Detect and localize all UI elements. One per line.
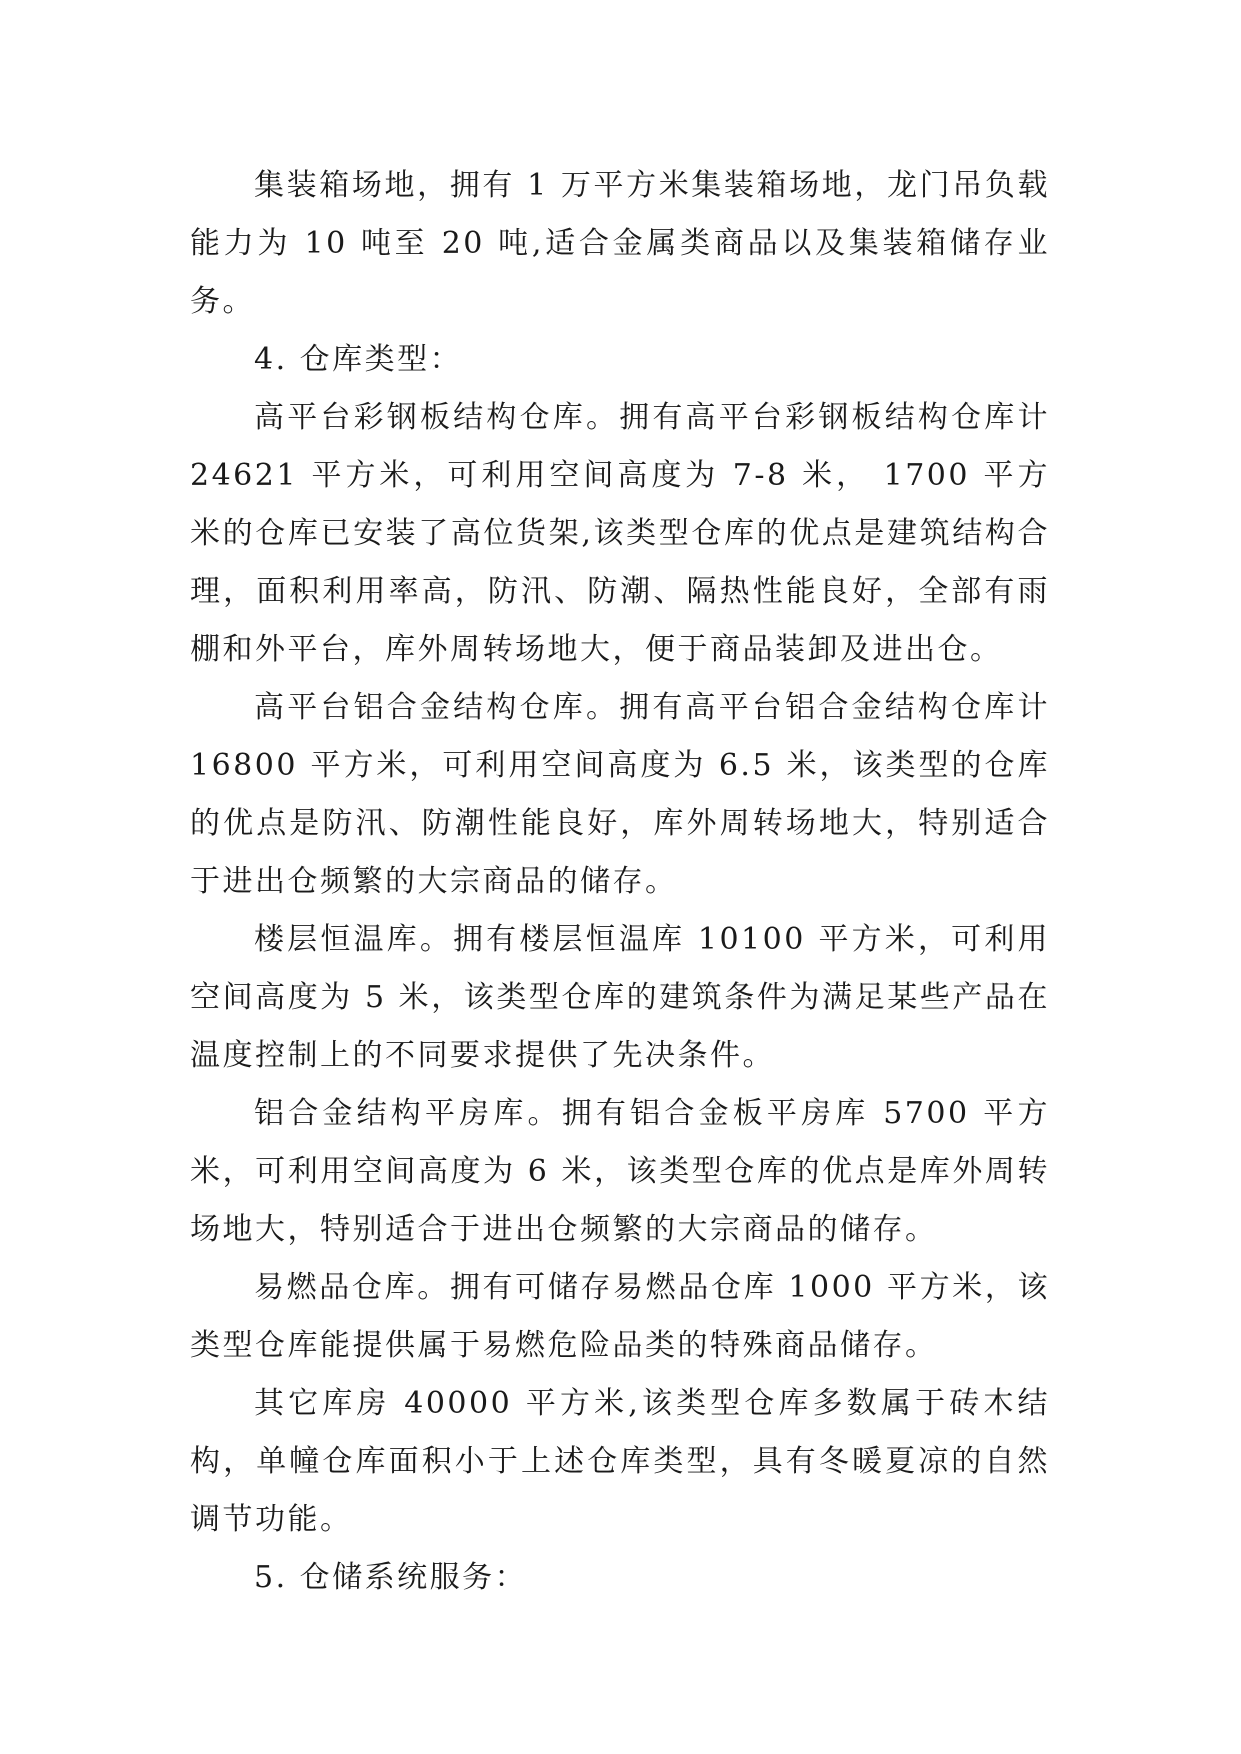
section-heading-warehouse-types: 4. 仓库类型：	[254, 342, 463, 377]
section-heading-storage-services: 5. 仓储系统服务：	[254, 1560, 528, 1595]
paragraph-flammable-warehouse: 易燃品仓库。拥有可储存易燃品仓库 1000 平方米，该类型仓库能提供属于易燃危险品类的特殊商品储存。	[190, 1270, 1050, 1363]
paragraph-constant-temperature-warehouse: 楼层恒温库。拥有楼层恒温库 10100 平方米，可利用空间高度为 5 米，该类型仓库的建筑条件为满足某些产品在温度控制上的不同要求提供了先决条件。	[190, 922, 1050, 1073]
paragraph-single-storey-warehouse: 铝合金结构平房库。拥有铝合金板平房库 5700 平方米，可利用空间高度为 6 米，该类型仓库的优点是库外周转场地大，特别适合于进出仓频繁的大宗商品的储存。	[190, 1096, 1050, 1247]
paragraph-aluminum-warehouse: 高平台铝合金结构仓库。拥有高平台铝合金结构仓库计 16800 平方米，可利用空间高度为 6.5 米，该类型的仓库的优点是防汛、防潮性能良好，库外周转场地大，特别适合于进出仓频繁的大宗商品的储存。	[190, 690, 1050, 899]
document-body	[190, 157, 1050, 1607]
paragraph-container-yard: 集装箱场地，拥有 1 万平方米集装箱场地，龙门吊负载能力为 10 吨至 20 吨,适合金属类商品以及集装箱储存业务。	[190, 168, 1050, 319]
paragraph-other-warehouses: 其它库房 40000 平方米,该类型仓库多数属于砖木结构，单幢仓库面积小于上述仓库类型，具有冬暖夏凉的自然调节功能。	[190, 1386, 1050, 1537]
paragraph-steel-warehouse: 高平台彩钢板结构仓库。拥有高平台彩钢板结构仓库计 24621 平方米，可利用空间高度为 7-8 米， 1700 平方米的仓库已安装了高位货架,该类型仓库的优点是建筑结构合理，面积利用率高，防汛、防潮、隔热性能良好，全部有雨棚和外平台，库外周转场地大，便于商品装卸及进出仓。	[190, 400, 1050, 667]
